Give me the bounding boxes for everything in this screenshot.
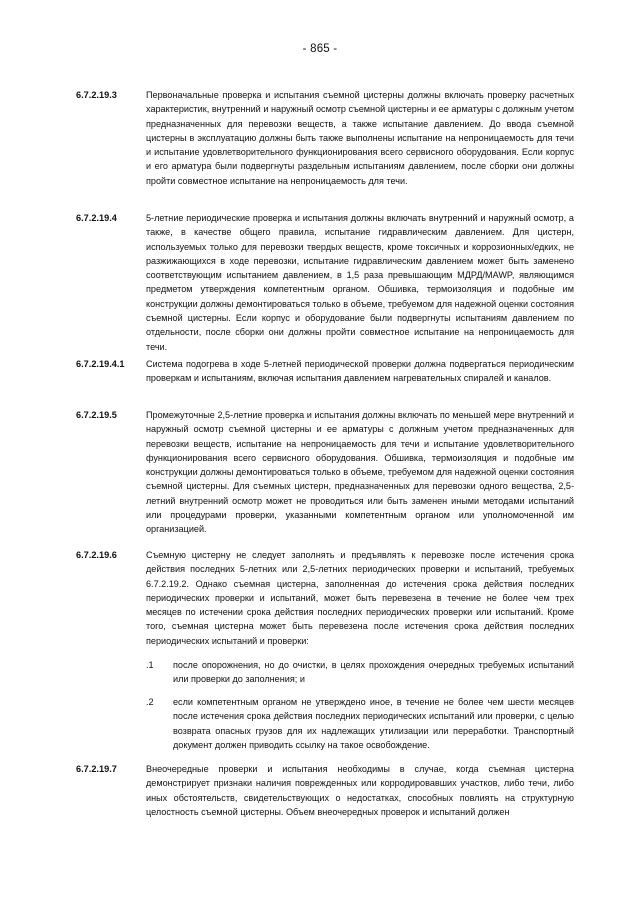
section-number: 6.7.2.19.4.1 <box>76 359 125 369</box>
section-6-7-2-19-4-1 <box>76 357 574 386</box>
section-number: 6.7.2.19.4 <box>76 213 117 223</box>
section-text: Промежуточные 2,5-летние проверка и испытания должны включать по меньшей мере внутренний и наружный осмотр съемной цистерны и ее арматуры с должным учетом предназначенных для перевозки веществ, испытание на непроницаемость для течи и испытание удовлетворительного функционирования всего сервисного оборудования. Обшивка, термоизоляция и подобные им конструкции должны демонтироваться только в объеме, требуемом для надежной оценки состояния съемной цистерны. Для съемных цистерн, предназначенных для перевозки одного вещества, 2,5-летний внутренний осмотр может не проводиться или быть заменен иными методами испытаний или процедурами проверки, указанными компетентным органом или уполномоченной им организацией. <box>146 410 574 535</box>
section-number: 6.7.2.19.3 <box>76 90 117 100</box>
section-6-7-2-19-7 <box>76 762 574 819</box>
section-number: 6.7.2.19.5 <box>76 410 117 420</box>
list-item <box>146 658 574 687</box>
list-item-text: если компетентным органом не утверждено иное, в течение не более чем шести месяцев после истечения срока действия последних периодических испытаний или проверки, с целью возврата опасных грузов для их надлежащих утилизации или переработки. Транспортный документ должен приводить ссылку на такое освобождение. <box>173 697 574 750</box>
section-number: 6.7.2.19.7 <box>76 764 117 774</box>
section-6-7-2-19-5 <box>76 408 574 537</box>
section-text: Съемную цистерну не следует заполнять и предъявлять к перевозке после истечения срока действия последних 5-летних или 2,5-летних периодических проверки и испытаний, требуемых 6.7.2.19.2. Однако съемная цистерна, заполненная до истечения срока действия последних периодических проверки и испытаний, может быть перевезена в течение не более чем трех месяцев по истечении срока действия последних периодических проверки или испытаний. Кроме того, съемная цистерна может быть перевезена после истечения срока действия последних периодических испытаний и проверки: <box>146 550 574 646</box>
section-6-7-2-19-3 <box>76 88 574 188</box>
list-item-marker: .2 <box>146 697 154 707</box>
section-6-7-2-19-4 <box>76 211 574 354</box>
section-text: Первоначальные проверка и испытания съемной цистерны должны включать проверку расчетных характеристик, внутренний и наружный осмотр съемной цистерны и ее арматуры с должным учетом предназначенных для перевозки веществ, а также испытание давлением. До ввода съемной цистерны в эксплуатацию должны быть также выполнены испытание на непроницаемость для течи и испытание удовлетворительного функционирования всего сервисного оборудования. Если корпус и его арматура были подвергнуты раздельным испытаниям давлением, после сборки они должны пройти совместное испытание на непроницаемость для течи. <box>146 90 574 186</box>
section-text: 5-летние периодические проверка и испытания должны включать внутренний и наружный осмотр, а также, в качестве общего правила, испытание гидравлическим давлением. Для цистерн, используемых только для перевозки твердых веществ, кроме токсичных и коррозионных/едких, не разжижающихся в ходе перевозки, испытание гидравлическим давлением может быть заменено соответствующим испытанием давлением, в 1,5 раза превышающим МДРД/MAWP, являющимся предметом утверждения компетентным органом. Обшивка, термоизоляция и подобные им конструкции должны демонтироваться только в объеме, требуемом для надежной оценки состояния съемной цистерны. Если корпус и оборудование были подвергнуты испытаниям давлением по отдельности, после сборки они должны пройти совместное испытание на непроницаемость для течи. <box>146 213 574 352</box>
list-item <box>146 695 574 752</box>
section-text: Система подогрева в ходе 5-летней периодической проверки должна подвергаться периодическим проверкам и испытаниям, включая испытания давлением нагревательных спиралей и каналов. <box>146 359 574 384</box>
page-number: - 865 - <box>302 43 338 55</box>
section-number: 6.7.2.19.6 <box>76 550 117 560</box>
section-6-7-2-19-6 <box>76 548 574 648</box>
list-item-text: после опорожнения, но до очистки, в целях прохождения очередных требуемых испытаний или проверки до заполнения; и <box>173 660 574 685</box>
section-text: Внеочередные проверки и испытания необходимы в случае, когда съемная цистерна демонстрирует признаки наличия поврежденных или корродировавших участков, либо течи, либо иных обстоятельств, свидетельствующих о недостатках, способных повлиять на структурную целостность съемной цистерны. Объем внеочередных проверок и испытаний должен <box>146 764 574 817</box>
list-item-marker: .1 <box>146 660 154 670</box>
